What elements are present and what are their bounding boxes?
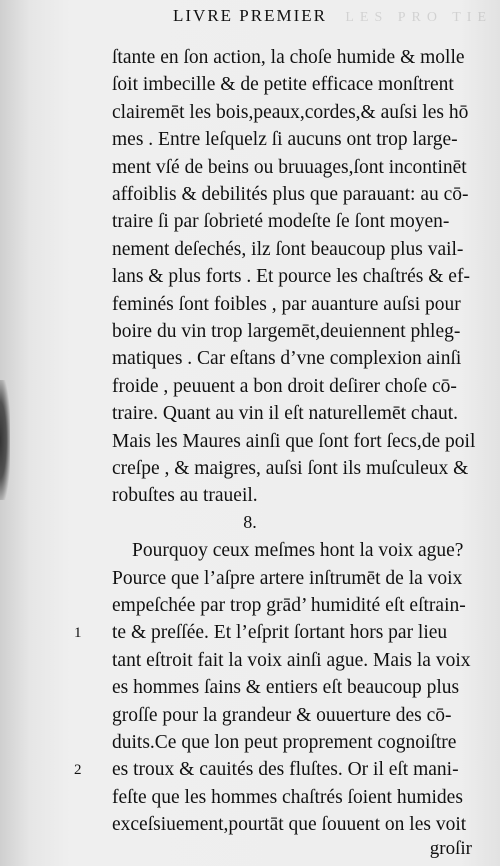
bleed-through-text: LES PRO TIE (345, 10, 492, 25)
text-line: clairemēt les bois,peaux,cordes,& auſsi les hō (112, 101, 469, 123)
text-line: tant eſtroit fait la voix ainſi ague. Mais la voix (112, 649, 471, 671)
text-line: ment vſé de beins ou bruuages,ſont incontinēt (112, 156, 467, 178)
text-line: groſſe pour la grandeur & ouuerture des cō- (112, 704, 452, 726)
text-line: creſpe , & maigres, auſsi ſont ils muſculeux & (112, 458, 469, 479)
text-line: Mais les Maures ainſi que ſont fort ſecs,de poil (112, 430, 476, 452)
margin-note-2: 2 (74, 762, 82, 779)
text-line: matiques . Car eſtans d’vne complexion ainſi (112, 348, 462, 370)
text-line: affoiblis & debilités plus que parauant: au cō- (112, 184, 469, 205)
binding-shadow (0, 380, 10, 500)
text-line: exceſsiuement,pourtāt que ſouuent on les voit (112, 814, 467, 836)
text-line: mes . Entre leſquelz ſi aucuns ont trop large- (112, 129, 458, 151)
catchword: groſir (429, 838, 472, 859)
text-line: Pource que l’aſpre artere inſtrumēt de la voix (112, 567, 463, 589)
running-head: LIVRE PREMIER (173, 6, 327, 25)
text-line: feminés ſont foibles , par auanture auſsi pour (112, 293, 461, 315)
text-line: lans & plus forts . Et pource les chaſtrés & ef- (112, 266, 470, 288)
text-line: robuſtes au traueil. (112, 485, 258, 507)
text-line: empeſchée par trop grād’ humidité eſt eſtrain- (112, 595, 466, 616)
text-line: ſtante en ſon action, la choſe humide & molle (112, 47, 465, 68)
text-line: te & preſſée. Et l’eſprit ſortant hors par lieu (112, 622, 448, 644)
margin-note-1: 1 (74, 625, 82, 642)
text-line: nement deſechés, ilz ſont beaucoup plus vail- (112, 238, 464, 260)
text-line: boire du vin trop largemēt,deuiennent phleg- (112, 321, 461, 342)
text-line: ſoit imbecille & de petite efficace monſtrent (112, 74, 454, 96)
text-line: es troux & cauités des fluſtes. Or il eſt mani- (112, 759, 459, 781)
text-line: duits.Ce que lon peut proprement cognoiſtre (112, 732, 457, 753)
text-line: es hommes ſains & entiers eſt beaucoup plus (112, 677, 460, 699)
text-line: traire. Quant au vin il eſt naturellemēt chaut. (112, 403, 458, 425)
text-line: traire ſi par ſobrieté modeſte ſe ſont moyen- (112, 211, 450, 233)
text-line: feſte que les hommes chaſtrés ſoient humides (112, 786, 463, 808)
text-line: Pourquoy ceux meſmes hont la voix ague? (132, 540, 464, 562)
text-line: froide , peuuent a bon droit deſirer choſe cō- (112, 375, 457, 397)
section-number: 8. (243, 511, 257, 532)
